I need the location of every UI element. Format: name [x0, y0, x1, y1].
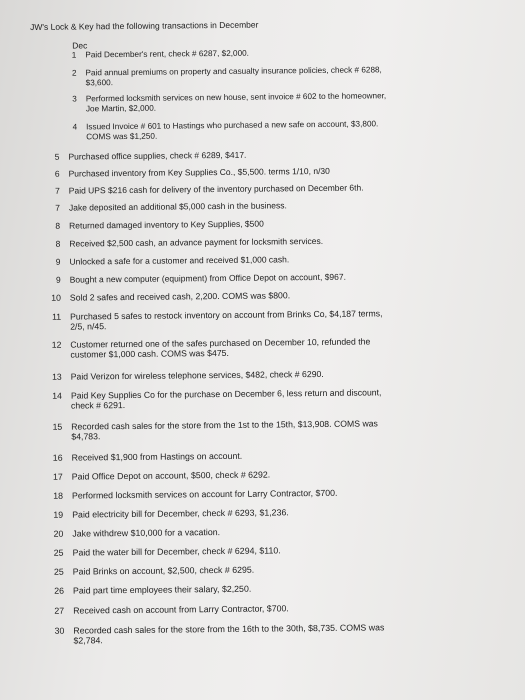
- transaction-line-continued: customer $1,000 cash. COMS was $475.: [70, 348, 229, 360]
- transaction-line: Paid Office Depot on account, $500, check # 6292.: [71, 469, 271, 482]
- transaction-day: 4: [72, 122, 78, 132]
- transaction-line: Sold 2 safes and received cash, 2,200. COMS was $800.: [69, 290, 291, 303]
- transaction-day: 15: [52, 421, 63, 432]
- transaction-text: [69, 164, 502, 179]
- transaction-line: Paid the water bill for December, check # 6294, $110.: [72, 545, 281, 558]
- transaction-row: [34, 367, 504, 382]
- transaction-row: [36, 601, 506, 616]
- transaction-text: [73, 581, 506, 596]
- transaction-row: [32, 198, 502, 213]
- transaction-row: [36, 581, 506, 596]
- transaction-line: Paid UPS $216 cash for delivery of the inventory purchased on December 6th.: [68, 182, 364, 196]
- transaction-row: [36, 562, 506, 577]
- transaction-text: [86, 118, 501, 142]
- transaction-text: [69, 216, 502, 231]
- transaction-text: [72, 448, 505, 463]
- transaction-row: [36, 621, 506, 647]
- transaction-text: [86, 90, 501, 114]
- transaction-day: 25: [53, 547, 64, 558]
- transaction-row: [31, 118, 501, 143]
- transaction-day: 3: [72, 94, 77, 104]
- transaction-day: 16: [52, 452, 63, 463]
- transaction-day: 6: [54, 168, 60, 179]
- transaction-row: [36, 543, 506, 558]
- transaction-row: [35, 524, 505, 539]
- transaction-text: [69, 252, 502, 267]
- transaction-line-continued: $2,784.: [73, 635, 103, 646]
- transaction-line: Paid electricity bill for December, check # 6293, $1,236.: [72, 507, 289, 520]
- transaction-row: [32, 234, 502, 249]
- transaction-text: [73, 562, 506, 577]
- transaction-day: 8: [55, 238, 61, 249]
- transaction-row: [33, 270, 503, 285]
- transaction-row: [33, 307, 503, 333]
- document-content: [30, 17, 507, 661]
- transaction-line: Purchased office supplies, check # 6289, $417.: [68, 149, 247, 162]
- transaction-row: [30, 64, 500, 89]
- transaction-line: Received $1,900 from Hastings on account.: [71, 450, 243, 463]
- transaction-text: [71, 417, 504, 442]
- transaction-row: [35, 448, 505, 463]
- transaction-row: [34, 417, 504, 443]
- month-label: Dec: [72, 40, 88, 51]
- transaction-day: 18: [53, 490, 64, 501]
- transaction-day: 26: [54, 585, 65, 596]
- transaction-text: [70, 307, 503, 332]
- transaction-row: [31, 147, 501, 162]
- transaction-line-continued: $3,600.: [85, 77, 114, 88]
- transaction-row: [32, 252, 502, 267]
- transaction-row: [34, 386, 504, 412]
- transaction-line: Bought a new computer (equipment) from Office Depot on account, $967.: [69, 271, 346, 285]
- transaction-text: [85, 64, 500, 88]
- transaction-row: [32, 181, 502, 196]
- transaction-text: [68, 147, 501, 162]
- transaction-list: [30, 46, 506, 661]
- transaction-line: Unlocked a safe for a customer and received $1,000 cash.: [69, 254, 290, 267]
- transaction-day: 17: [52, 471, 63, 482]
- transaction-row: [32, 216, 502, 231]
- transaction-line-continued: check # 6291.: [70, 400, 126, 411]
- transaction-day: 12: [51, 339, 62, 350]
- transaction-text: [70, 335, 503, 360]
- transaction-day: 1: [71, 50, 77, 60]
- transaction-text: [69, 181, 502, 196]
- transaction-line: Received $2,500 cash, an advance payment for locksmith services.: [69, 235, 324, 249]
- transaction-day: 27: [54, 605, 65, 616]
- transaction-day: 7: [55, 202, 60, 213]
- transaction-row: [35, 486, 505, 501]
- transaction-row: [31, 90, 501, 115]
- transaction-text: [71, 367, 504, 382]
- transaction-day: 19: [53, 509, 64, 520]
- transaction-line: Paid Verizon for wireless telephone services, $482, check # 6290.: [70, 368, 324, 382]
- transaction-line: Paid Key Supplies Co for the purchase on December 6, less return and discount,: [70, 387, 382, 401]
- transaction-row: [35, 505, 505, 520]
- transaction-line: Paid annual premiums on property and casualty insurance policies, check # 6288,: [85, 65, 382, 78]
- transaction-line: Jake deposited an additional $5,000 cash in the business.: [68, 200, 287, 213]
- transaction-text: [73, 601, 506, 616]
- transaction-day: 2: [71, 68, 77, 78]
- transaction-day: 9: [55, 274, 61, 285]
- transaction-day: 10: [51, 292, 61, 303]
- transaction-row: [33, 288, 503, 303]
- transaction-day: 14: [52, 390, 62, 401]
- transaction-day: 25: [53, 566, 64, 577]
- transaction-line: Performed locksmith services on new house, sent invoice # 602 to the homeowner,: [85, 91, 387, 104]
- transaction-text: [72, 486, 505, 501]
- transaction-line-continued: $4,783.: [71, 431, 101, 442]
- transaction-row: [33, 335, 503, 361]
- transaction-line: Recorded cash sales for the store from the 16th to the 30th, $8,735. COMS was: [73, 622, 385, 636]
- transaction-line: Received cash on account from Larry Contractor, $700.: [73, 603, 289, 616]
- transaction-line: Customer returned one of the safes purchased on December 10, refunded the: [70, 336, 371, 350]
- transaction-day: 9: [55, 256, 61, 267]
- transaction-row: [32, 164, 502, 179]
- transaction-text: [72, 467, 505, 482]
- transaction-day: 11: [52, 311, 62, 322]
- transaction-line: Performed locksmith services on account for Larry Contractor, $700.: [71, 487, 338, 501]
- transaction-line: Paid December's rent, check # 6287, $2,000.: [85, 48, 249, 60]
- transaction-day: 20: [53, 528, 64, 539]
- transaction-text: [70, 270, 503, 285]
- transaction-text: [71, 386, 504, 411]
- transaction-text: [69, 234, 502, 249]
- transaction-text: [73, 543, 506, 558]
- document-title: JW's Lock & Key had the following transactions in December: [30, 19, 259, 32]
- transaction-day: 13: [51, 371, 62, 382]
- transaction-line: Paid part time employees their salary, $2,250.: [72, 583, 252, 596]
- transaction-text: [73, 621, 506, 646]
- transaction-day: 5: [54, 151, 60, 162]
- transaction-line: Purchased inventory from Key Supplies Co., $5,500. terms 1/10, n/30: [68, 165, 330, 179]
- transaction-line-continued: 2/5, n/45.: [70, 321, 107, 332]
- transaction-day: 8: [55, 220, 61, 231]
- transaction-line-continued: COMS was $1,250.: [86, 131, 158, 142]
- transaction-line: Jake withdrew $10,000 for a vacation.: [72, 527, 221, 539]
- transaction-day: 30: [54, 625, 65, 636]
- transaction-line: Recorded cash sales for the store from the 1st to the 15th, $13,908. COMS was: [71, 418, 378, 432]
- transaction-text: [72, 505, 505, 520]
- transaction-line: Purchased 5 safes to restock inventory on account from Brinks Co, $4,187 terms,: [70, 308, 383, 322]
- transaction-line-continued: Joe Martin, $2,000.: [85, 103, 157, 114]
- transaction-text: [70, 288, 503, 303]
- transaction-day: 7: [54, 185, 60, 196]
- transaction-line: Paid Brinks on account, $2,500, check # 6295.: [72, 564, 255, 577]
- transaction-text: [72, 524, 505, 539]
- transaction-row: [35, 467, 505, 482]
- transaction-line: Issued Invoice # 601 to Hastings who purchased a new safe on account, $3,800.: [86, 119, 379, 132]
- transaction-line: Returned damaged inventory to Key Supplies, $500: [69, 218, 264, 231]
- transaction-text: [69, 198, 502, 213]
